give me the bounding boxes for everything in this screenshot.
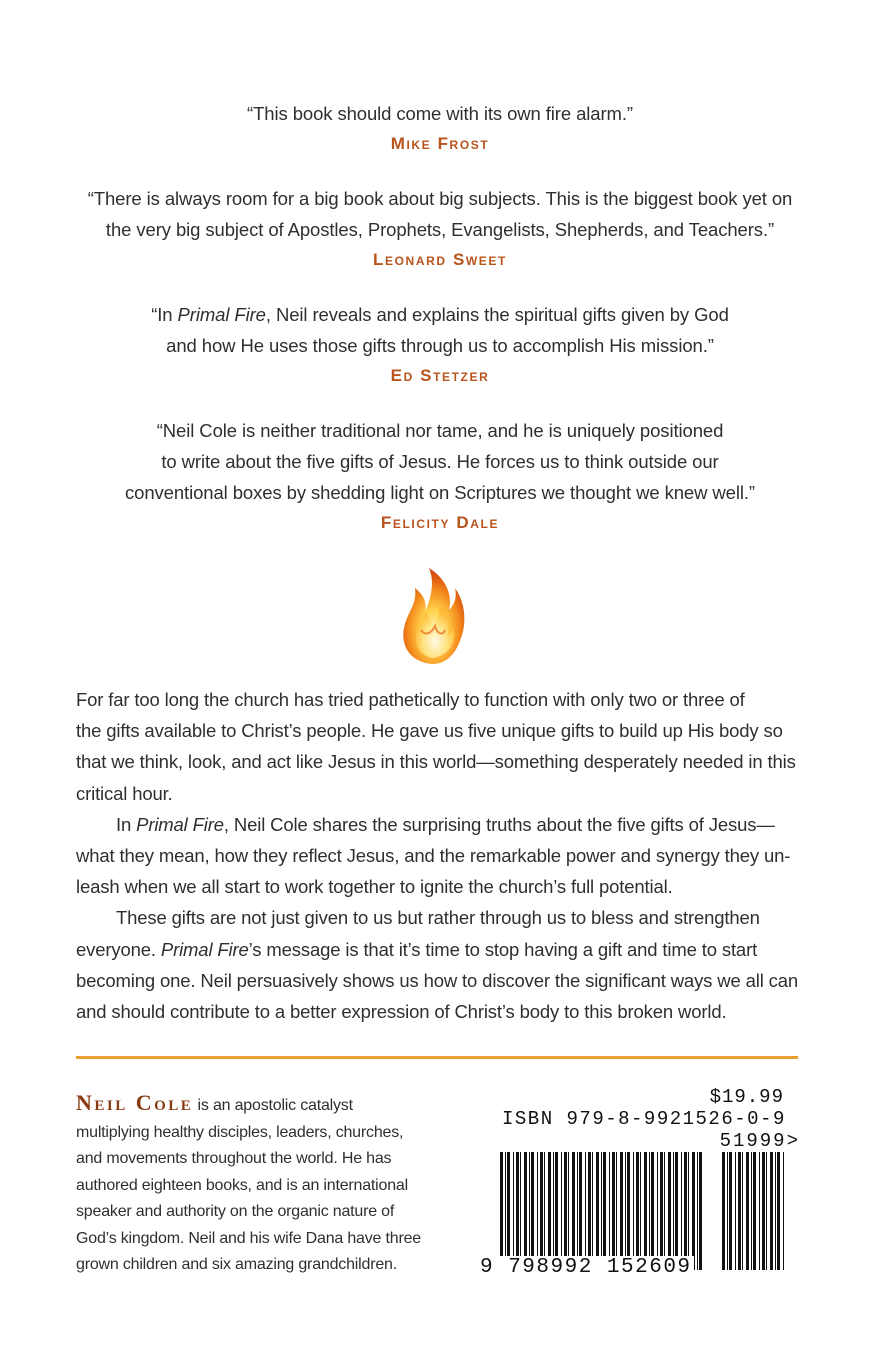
endorsement-author: Felicity Dale: [380, 513, 500, 532]
barcode-bar: [520, 1152, 521, 1270]
description-line: that we think, look, and act like Jesus in this world—something desperately needed in this: [76, 751, 796, 773]
barcode-bar: [529, 1152, 530, 1270]
bio-first-line: [76, 1090, 426, 1120]
barcode-bar: [697, 1152, 698, 1270]
endorsement-line: “This book should come with its own fire alarm.”: [247, 103, 633, 124]
endorsement-text: [0, 299, 880, 361]
book-description: [76, 684, 798, 1027]
barcode-bar: [722, 1152, 725, 1270]
barcode-bar: [783, 1152, 784, 1270]
barcode-bar: [596, 1152, 599, 1270]
barcode-bar: [684, 1152, 687, 1270]
barcode-bar: [729, 1152, 732, 1270]
barcode-bar: [688, 1152, 689, 1270]
barcode-bar: [738, 1152, 741, 1270]
description-line: and should contribute to a better expression of Christ’s body to this broken world.: [76, 1001, 727, 1023]
bio-line: authored eighteen books, and is an international: [76, 1176, 408, 1194]
barcode-bar: [561, 1152, 562, 1270]
barcode-bar: [572, 1152, 575, 1270]
barcode-bar: [657, 1152, 658, 1270]
barcode-bar: [625, 1152, 626, 1270]
barcode-bar: [601, 1152, 602, 1270]
endorsement-line: and how He uses those gifts through us to accomplish His mission.”: [166, 335, 714, 356]
bio-line: God’s kingdom. Neil and his wife Dana have three: [76, 1229, 421, 1247]
barcode-bar: [742, 1152, 743, 1270]
barcode-bar: [762, 1152, 765, 1270]
price-label: $19.99: [709, 1086, 784, 1108]
barcode-bar: [579, 1152, 582, 1270]
barcode-bar: [544, 1152, 545, 1270]
barcode-bar: [649, 1152, 650, 1270]
bio-line: grown children and six amazing grandchildren.: [76, 1256, 397, 1273]
barcode-bar: [507, 1152, 510, 1270]
description-line: These gifts are not just given to us but rather through us to bless and strengthen: [116, 907, 760, 929]
barcode-bar: [746, 1152, 749, 1270]
barcode-bar: [568, 1152, 569, 1270]
endorsement: [0, 415, 880, 536]
description-line: In Primal Fire, Neil Cole shares the surprising truths about the five gifts of Jesus—: [116, 813, 775, 835]
barcode-bar: [699, 1152, 702, 1270]
barcode-bar: [660, 1152, 663, 1270]
endorsement-line: to write about the five gifts of Jesus. He forces us to think outside our: [161, 451, 719, 472]
barcode-bar: [664, 1152, 665, 1270]
barcode-bar: [692, 1152, 695, 1270]
endorsement-author: Leonard Sweet: [373, 250, 507, 269]
barcode-bar: [627, 1152, 630, 1270]
endorsement-line: the very big subject of Apostles, Prophets, Evangelists, Shepherds, and Teachers.”: [105, 219, 775, 240]
barcode-bar: [588, 1152, 591, 1270]
endorsement-line: “There is always room for a big book about big subjects. This is the biggest book yet on: [87, 188, 793, 209]
barcode-bar: [673, 1152, 674, 1270]
endorsement-line: “Neil Cole is neither traditional nor tame, and he is uniquely positioned: [156, 420, 724, 441]
barcode-bar: [727, 1152, 728, 1270]
barcode-bar: [681, 1152, 682, 1270]
barcode-bar: [640, 1152, 641, 1270]
barcode-bar: [553, 1152, 554, 1270]
description-line: critical hour.: [76, 782, 173, 804]
barcode-bar: [735, 1152, 736, 1270]
endorsement-line: “In Primal Fire, Neil reveals and explains the spiritual gifts given by God: [151, 304, 729, 325]
barcode-bar: [759, 1152, 760, 1270]
endorsement: [0, 183, 880, 273]
description-line: becoming one. Neil persuasively shows us how to discover the significant ways we all can: [76, 969, 799, 991]
barcode-bar: [592, 1152, 593, 1270]
barcode-bar: [675, 1152, 678, 1270]
description-line: what they mean, how they reflect Jesus, and the remarkable power and synergy they un-: [76, 845, 791, 867]
bio-line: speaker and authority on the organic nature of: [76, 1203, 395, 1220]
description-line: the gifts available to Christ’s people. He gave us five unique gifts to build up His body so: [76, 720, 783, 742]
barcode-bar: [548, 1152, 551, 1270]
section-divider: [76, 1056, 798, 1059]
endorsement-text: [0, 415, 880, 508]
barcode-bar: [651, 1152, 654, 1270]
description-line: leash when we all start to work together to ignite the church’s full potential.: [76, 876, 673, 898]
endorsement-author: Mike Frost: [390, 134, 490, 153]
barcode-bars: [480, 1152, 810, 1270]
endorsement-text: [0, 98, 880, 129]
book-title: Primal Fire: [160, 938, 249, 960]
barcode-bar: [751, 1152, 752, 1270]
barcode-bar: [500, 1152, 503, 1270]
barcode-bar: [513, 1152, 514, 1270]
endorsement-line: conventional boxes by shedding light on Scriptures we thought we knew well.”: [125, 482, 755, 503]
barcode-bar: [555, 1152, 558, 1270]
description-line: everyone. Primal Fire’s message is that it’s time to stop having a gift and time to start: [76, 938, 758, 960]
barcode-bar: [644, 1152, 647, 1270]
barcode-bar: [777, 1152, 780, 1270]
barcode-bar: [564, 1152, 567, 1270]
endorsement: [0, 299, 880, 389]
description-line: For far too long the church has tried pathetically to function with only two or three of: [76, 689, 745, 710]
barcode-bar: [633, 1152, 634, 1270]
isbn-label: ISBN 979-8-9921526-0-9: [502, 1108, 786, 1130]
author-name: Neil Cole: [76, 1090, 194, 1115]
barcode-bar: [616, 1152, 617, 1270]
barcode-bar: [668, 1152, 671, 1270]
barcode-bar: [603, 1152, 606, 1270]
barcode-bar: [609, 1152, 610, 1270]
barcode-bar: [577, 1152, 578, 1270]
endorsement-text: [0, 183, 880, 245]
isbn-barcode: [480, 1086, 810, 1286]
barcode-bar: [540, 1152, 543, 1270]
book-title: Primal Fire: [177, 304, 266, 325]
price-addon-code: 51999>: [719, 1130, 800, 1152]
bio-line: multiplying healthy disciples, leaders, churches,: [76, 1123, 404, 1141]
barcode-bar: [505, 1152, 506, 1270]
fire-icon: [395, 564, 469, 668]
bio-line: and movements throughout the world. He has: [76, 1150, 392, 1167]
barcode-bar: [770, 1152, 773, 1270]
book-title: Primal Fire: [136, 813, 224, 835]
barcode-bar: [775, 1152, 776, 1270]
endorsements-section: [0, 98, 880, 562]
endorsement-author: Ed Stetzer: [390, 366, 490, 385]
barcode-bar: [516, 1152, 519, 1270]
barcode-bar: [636, 1152, 639, 1270]
barcode-bar: [620, 1152, 623, 1270]
barcode-bar: [766, 1152, 767, 1270]
barcode-bar: [753, 1152, 756, 1270]
barcode-bar: [585, 1152, 586, 1270]
barcode-bar: [531, 1152, 534, 1270]
barcode-bar: [524, 1152, 527, 1270]
author-bio: [76, 1090, 426, 1279]
bio-text: is an apostolic catalyst: [193, 1097, 353, 1114]
barcode-bar: [612, 1152, 615, 1270]
barcode-bar: [537, 1152, 538, 1270]
ean-digits: 9 798992 152609: [480, 1256, 692, 1279]
endorsement: [0, 98, 880, 157]
